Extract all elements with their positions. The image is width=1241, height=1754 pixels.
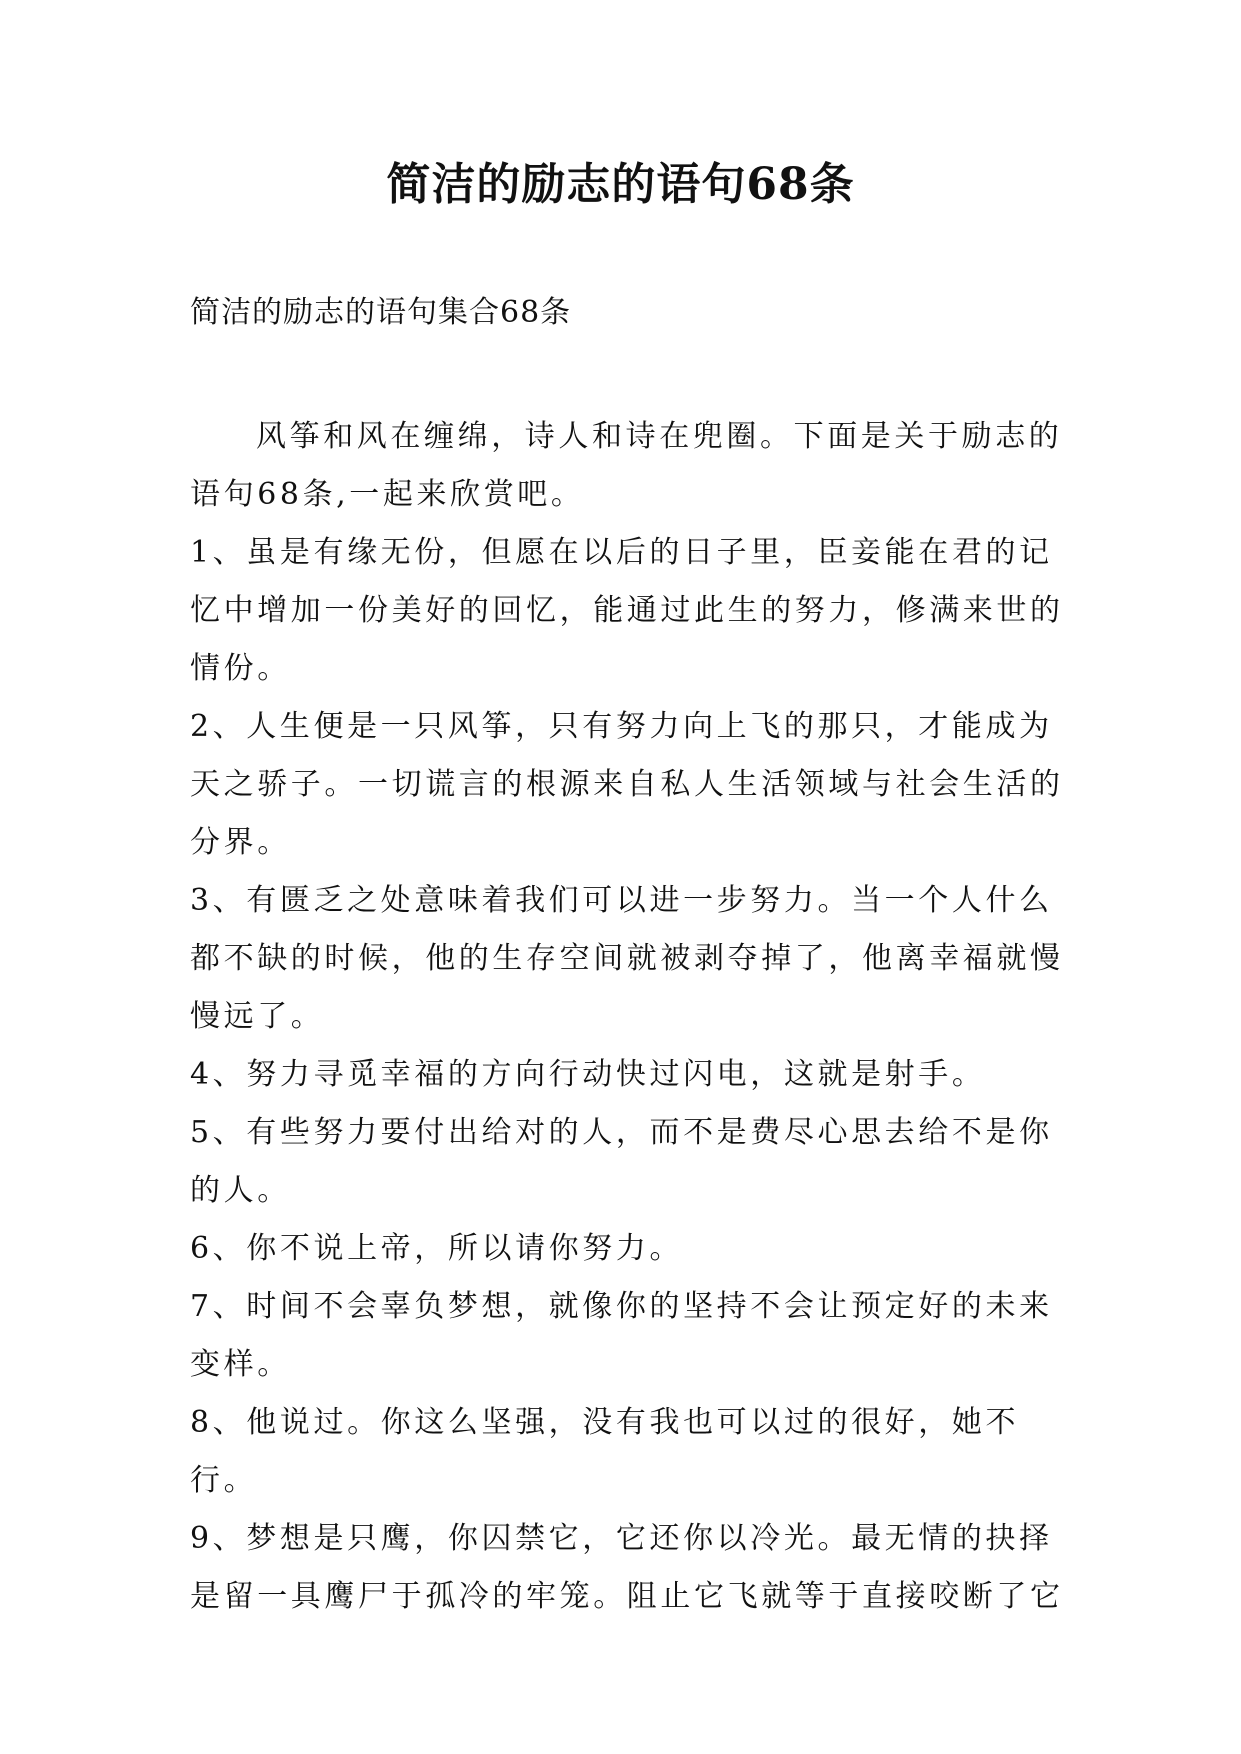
document-body xyxy=(190,408,1070,1626)
list-item: 2、人生便是一只风筝，只有努力向上飞的那只，才能成为天之骄子。一切谎言的根源来自私人生活领域与社会生活的分界。 xyxy=(190,709,1064,860)
document-title: 简洁的励志的语句68条 xyxy=(386,159,855,210)
list-item: 5、有些努力要付出给对的人，而不是费尽心思去给不是你的人。 xyxy=(190,1115,1053,1208)
list-item: 6、你不说上帝，所以请你努力。 xyxy=(190,1231,684,1266)
list-item: 9、梦想是只鹰，你囚禁它，它还你以冷光。最无情的抉择是留一具鹰尸于孤冷的牢笼。阻止它飞就等于直接咬断了它 xyxy=(190,1521,1064,1614)
list-item: 4、努力寻觅幸福的方向行动快过闪电，这就是射手。 xyxy=(190,1057,986,1092)
document-subtitle: 简洁的励志的语句集合68条 xyxy=(190,295,572,330)
list-item: 1、虽是有缘无份，但愿在以后的日子里，臣妾能在君的记忆中增加一份美好的回忆，能通过此生的努力，修满来世的情份。 xyxy=(190,535,1064,686)
list-item: 8、他说过。你这么坚强，没有我也可以过的很好，她不行。 xyxy=(190,1405,1020,1498)
list-item: 3、有匮乏之处意味着我们可以进一步努力。当一个人什么都不缺的时候，他的生存空间就被剥夺掉了，他离幸福就慢慢远了。 xyxy=(190,883,1064,1034)
intro-paragraph: 风筝和风在缠绵，诗人和诗在兜圈。下面是关于励志的语句68条,一起来欣赏吧。 xyxy=(190,419,1063,512)
list-item: 7、时间不会辜负梦想，就像你的坚持不会让预定好的未来变样。 xyxy=(190,1289,1053,1382)
